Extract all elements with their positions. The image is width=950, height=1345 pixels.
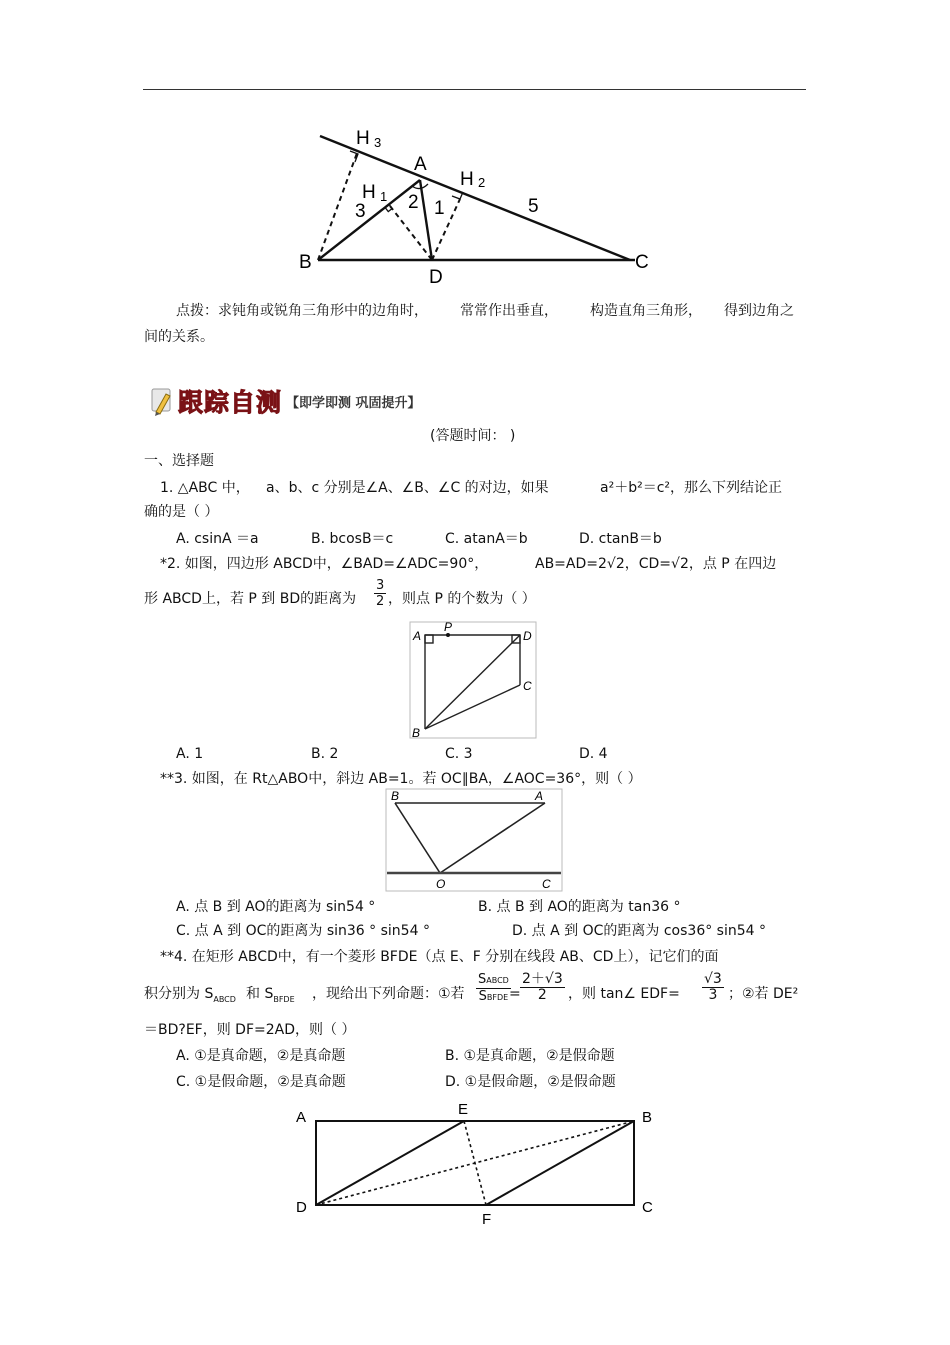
q4-stem-c: ＝BD?EF，则 DF=2AD，则（ ） [144,1022,356,1038]
q3-option-a: A. 点 B 到 AO的距离为 sin54 ° [176,899,376,915]
q4-stem-b4: ，则 tan∠ EDF= [568,986,680,1002]
label-h3-sub: 3 [374,135,382,150]
q4-b2-sub: BFDE [273,994,295,1004]
q1-option-d: D. ctanB＝b [579,531,662,547]
rect-label-a: A [296,1109,307,1126]
q1-stem-a: 1. △ABC 中， [160,480,250,496]
rt-label-o: O [436,877,446,891]
rect-label-f: F [482,1211,492,1228]
section-banner [150,380,421,422]
q4-equals: = [509,986,521,1002]
rect-label-d: D [296,1199,307,1216]
q2-option-c: C. 3 [445,746,473,762]
q4-option-b: B. ①是真命题，②是假命题 [445,1048,615,1064]
q4-f1-num-sub: ABCD [486,976,509,985]
q3-option-d: D. 点 A 到 OC的距离为 cos36° sin54 ° [512,923,766,939]
q4-stem-b5: ；②若 DE² [728,986,799,1002]
q4-fraction-value [520,972,565,1003]
quad-label-c: C [523,679,532,693]
hint-line1b: 常常作出垂直， [460,303,558,319]
header-rule [143,89,806,90]
q2-stem-b: AB=AD=2√2，CD=√2，点 P 在四边 [535,556,777,572]
q4-b1: 积分别为 S [144,986,214,1002]
q4-option-c: C. ①是假命题，②是真命题 [176,1074,346,1090]
rt-label-a: A [535,789,544,803]
rect-label-e: E [458,1101,469,1118]
time-note: (答题时间： ) [430,428,516,444]
banner-subtitle: 【即学即测 巩固提升】 [286,395,421,411]
quad-figure [408,620,538,740]
rect-label-c: C [642,1199,653,1216]
q3-option-b: B. 点 B 到 AO的距离为 tan36 ° [478,899,681,915]
q4-f1-num: S [478,972,487,987]
label-d: D [429,267,443,288]
label-h2-sub: 2 [478,175,486,190]
label-h3: H [356,128,370,149]
q2-fraction [374,578,386,609]
q2-frac-num: 3 [376,578,385,593]
hint-line1a: 点拨：求钝角或锐角三角形中的边角时， [176,303,428,319]
q2-frac-den: 2 [376,594,385,609]
label-3: 3 [355,201,366,222]
q1-stem-d: 确的是（ ） [144,504,219,520]
quad-label-a: A [413,629,422,643]
banner-title: 跟踪自测 [178,388,283,417]
pencil-icon [150,386,174,416]
quad-label-d: D [523,629,532,643]
q4-b2: 和 S [246,986,274,1002]
q4-f1-den-sub: BFDE [486,993,509,1002]
q4-f2-den: 2 [537,987,547,1003]
label-h2: H [460,169,474,190]
q2-stem-a: *2. 如图，四边形 ABCD中，∠BAD=∠ADC=90°， [160,556,489,572]
quad-label-b: B [412,726,421,740]
label-1: 1 [434,198,445,219]
q1-option-a: A. csinA ＝a [176,531,259,547]
q4-fraction-s [476,972,511,1005]
label-h1: H [362,182,376,203]
label-h1-sub: 1 [380,189,388,204]
q2-option-b: B. 2 [311,746,339,762]
q4-stem-b3: ，现给出下列命题：①若 [312,986,465,1002]
hint-line1d: 得到边角之 [724,303,794,319]
q1-stem-b: a、b、c 分别是∠A、∠B、∠C 的对边，如果 [266,480,549,496]
label-a: A [414,154,427,175]
label-2: 2 [408,192,419,213]
q4-fraction-tan [702,972,724,1003]
q1-option-c: C. atanA＝b [445,531,528,547]
q4-f2-num: 2＋√3 [522,971,563,987]
q2-option-d: D. 4 [579,746,608,762]
rect-label-b: B [642,1109,653,1126]
q1-option-b: B. bcosB＝c [311,531,394,547]
q2-option-a: A. 1 [176,746,204,762]
rectangle-rhombus-figure [290,1098,660,1228]
section-choice-title: 一、选择题 [144,453,214,469]
quad-label-p: P [444,620,453,634]
label-b: B [299,252,312,273]
label-c: C [635,252,649,273]
label-5: 5 [528,196,539,217]
q4-option-d: D. ①是假命题，②是假命题 [445,1074,616,1090]
q4-f3-num: √3 [704,971,722,987]
q4-f1-den: S [478,989,487,1004]
triangle-figure [290,120,670,290]
q4-b1-sub: ABCD [213,994,236,1004]
q4-stem-a: **4. 在矩形 ABCD中，有一个菱形 BFDE（点 E、F 分别在线段 AB、CD上），记它们的面 [160,949,719,965]
rt-label-c: C [542,877,551,891]
q2-stem-c: 形 ABCD上，若 P 到 BD的距离为 [144,591,357,607]
rt-triangle-figure [385,788,563,892]
hint-line1c: 构造直角三角形， [590,303,702,319]
q3-stem: **3. 如图，在 Rt△ABO中，斜边 AB=1。若 OC∥BA，∠AOC=36°，则（ ） [160,771,642,787]
q1-stem-c: a²＋b²＝c²，那么下列结论正 [600,480,782,496]
q4-stem-b2 [246,985,295,1009]
rt-label-b: B [391,789,400,803]
q2-stem-d: ，则点 P 的个数为（ ） [388,591,536,607]
q3-option-c: C. 点 A 到 OC的距离为 sin36 ° sin54 ° [176,923,430,939]
hint-line2: 间的关系。 [144,329,214,345]
q4-f3-den: 3 [708,987,718,1003]
q4-stem-b1 [144,985,236,1009]
q4-option-a: A. ①是真命题，②是真命题 [176,1048,346,1064]
